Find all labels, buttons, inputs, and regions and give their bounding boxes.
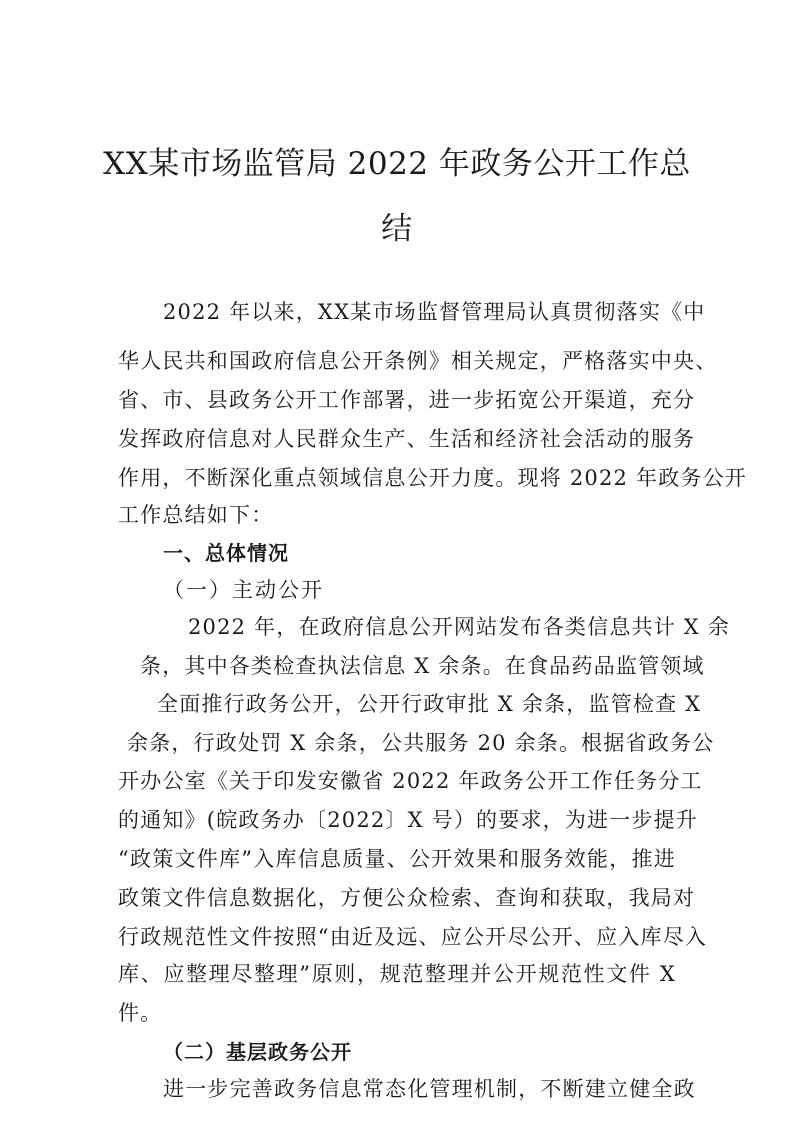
paragraph-line: 2022 年以来，XX某市场监督管理局认真贯彻落实《中 xyxy=(163,300,706,324)
subsection-heading: （二）基层政务公开 xyxy=(163,1040,352,1064)
paragraph-line: 余条，行政处罚 X 余条，公共服务 20 余条。根据省政务公 xyxy=(127,731,715,755)
paragraph-line: 进一步完善政务信息常态化管理机制，不断建立健全政 xyxy=(163,1077,696,1101)
document-title-line-1: XX某市场监管局 2022 年政务公开工作总 xyxy=(103,146,691,182)
paragraph-line: 开办公室《关于印发安徽省 2022 年政务公开工作任务分工 xyxy=(118,769,703,793)
paragraph-line: 件。 xyxy=(118,1001,163,1025)
paragraph-line: 全面推行政务公开，公开行政审批 X 余条，监管检查 X xyxy=(157,692,702,716)
paragraph-line: 作用，不断深化重点领域信息公开力度。现将 2022 年政务公开 xyxy=(118,466,747,490)
paragraph-line: 华人民共和国政府信息公开条例》相关规定，严格落实中央、 xyxy=(118,349,718,373)
paragraph-line: “政策文件库”入库信息质量、公开效果和服务效能，推进 xyxy=(118,847,676,871)
subsection-heading: （一）主动公开 xyxy=(163,578,324,602)
paragraph-line: 条，其中各类检查执法信息 X 余条。在食品药品监管领域 xyxy=(140,654,705,678)
paragraph-line: 行政规范性文件按照“由近及远、应公开尽公开、应入库尽入 xyxy=(118,925,708,949)
paragraph-line: 省、市、县政务公开工作部署，进一步拓宽公开渠道，充分 xyxy=(118,388,696,412)
paragraph-line: 库、应整理尽整理”原则，规范整理并公开规范性文件 X xyxy=(118,962,676,986)
paragraph-line: 2022 年，在政府信息公开网站发布各类信息共计 X 余 xyxy=(188,615,731,639)
paragraph-line: 的通知》(皖政务办〔2022〕X 号）的要求，为进一步提升 xyxy=(118,808,699,832)
paragraph-line: 政策文件信息数据化，方便公众检索、查询和获取，我局对 xyxy=(118,886,696,910)
section-heading: 一、总体情况 xyxy=(163,541,289,565)
document-title-line-2: 结 xyxy=(381,211,413,247)
paragraph-line: 工作总结如下： xyxy=(118,503,274,527)
paragraph-line: 发挥政府信息对人民群众生产、生活和经济社会活动的服务 xyxy=(118,427,696,451)
